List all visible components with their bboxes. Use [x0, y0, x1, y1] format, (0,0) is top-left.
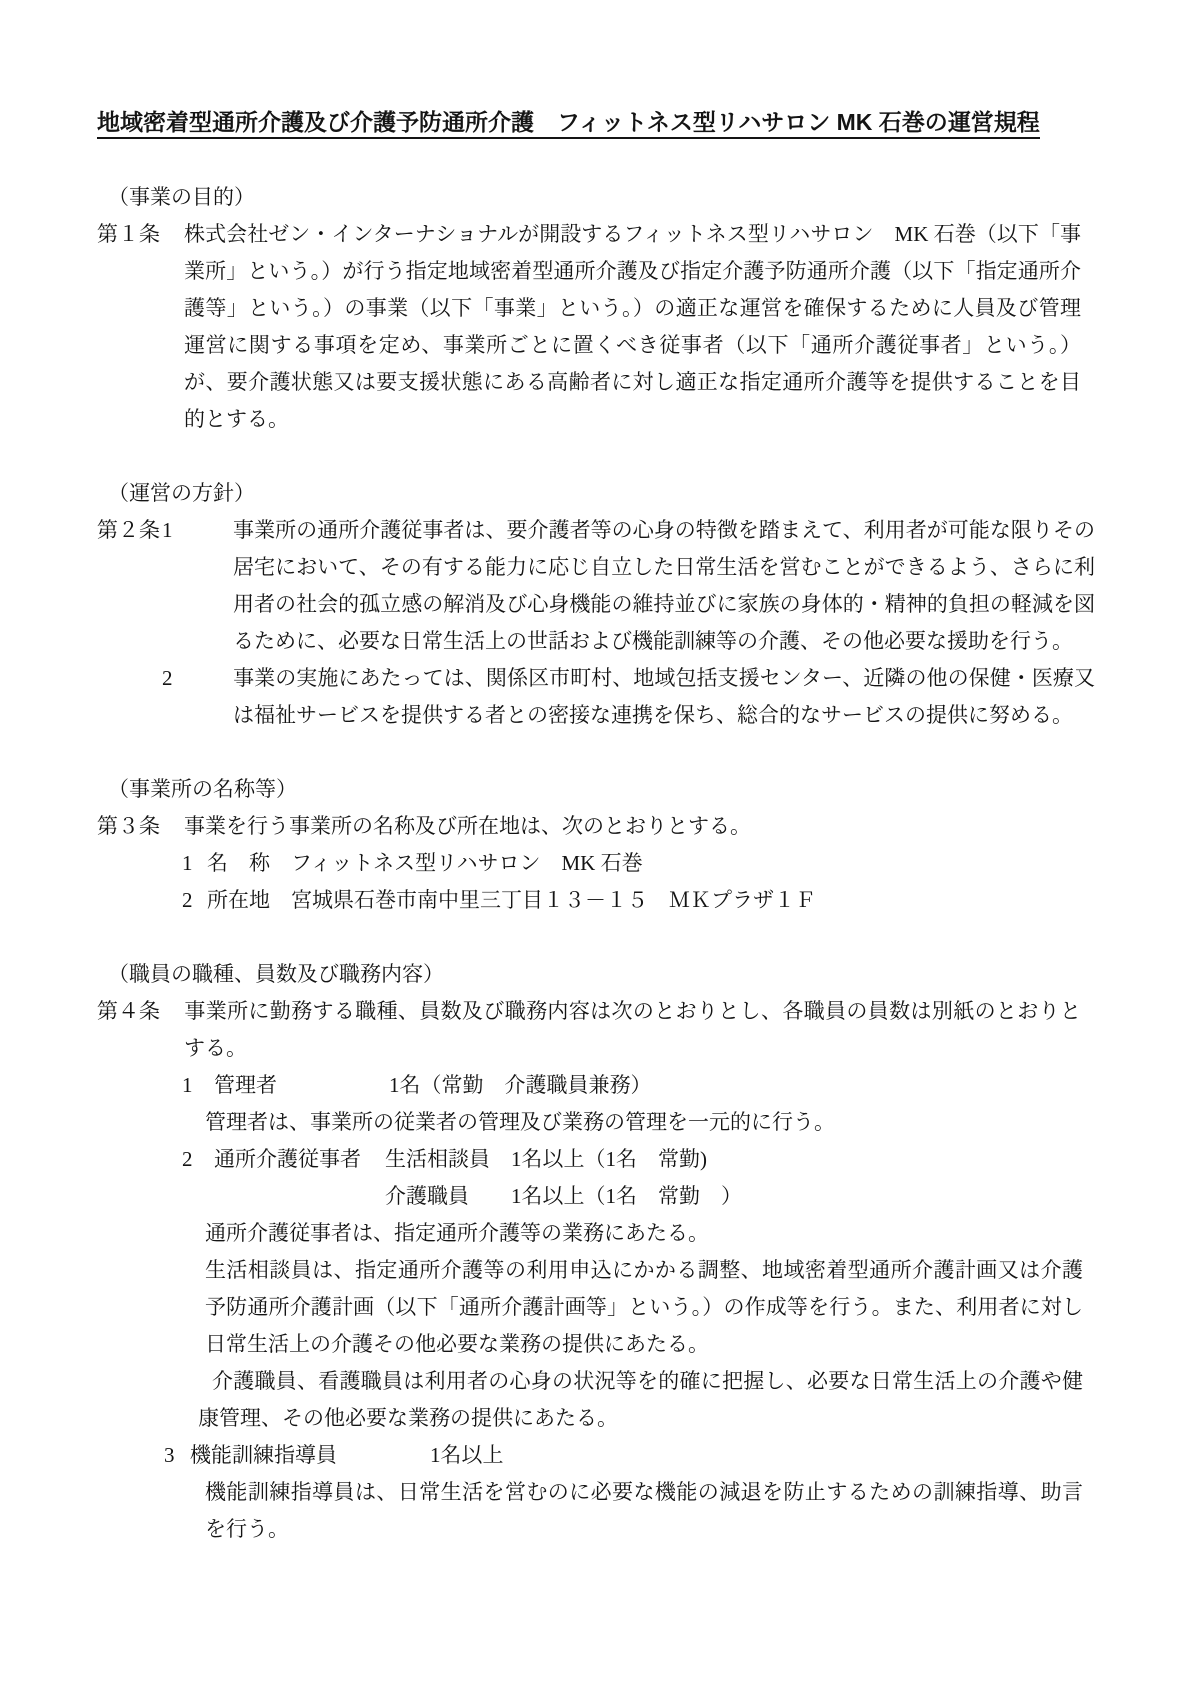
title-line: [97, 104, 1095, 142]
article-2-label: 第２条: [97, 518, 160, 542]
staff-item-2-description-3: 介護職員、看護職員は利用者の心身の状況等を的確に把握し、必要な日常生活上の介護や健康管理、その他必要な業務の提供にあたる。: [198, 1369, 1083, 1430]
article-4-label: 第４条: [97, 999, 160, 1023]
staff-item-2-row: [97, 1141, 1095, 1178]
staff-role-counselor: 生活相談員: [385, 1147, 490, 1171]
staff-item-1-number: 1: [182, 1073, 193, 1097]
staff-item-1-title: 管理者: [214, 1073, 277, 1097]
staff-item-1-description: 管理者は、事業所の従業者の管理及び業務の管理を一元的に行う。: [205, 1110, 835, 1134]
staff-item-3-title: 機能訓練指導員: [190, 1443, 337, 1467]
staff-item-2-description-2: 生活相談員は、指定通所介護等の利用申込にかかる調整、地域密着型通所介護計画又は介護予防通所介護計画（以下「通所介護計画等」という。）の作成等を行う。また、利用者に対し日常生活上の介護その他必要な業務の提供にあたる。: [205, 1258, 1083, 1356]
staff-item-3-description: 機能訓練指導員は、日常生活を営むのに必要な機能の減退を防止するための訓練指導、助言を行う。: [205, 1480, 1083, 1541]
section-heading-policy: （運営の方針）: [108, 481, 255, 505]
article-2-clause-2: [97, 660, 1095, 734]
article-1-body: 株式会社ゼン・インターナショナルが開設するフィットネス型リハサロン MK 石巻（以下「事業所」という。）が行う指定地域密着型通所介護及び指定介護予防通所介護（以下「指定通所介護等」という。）の事業（以下「事業」という。）の適正な運営を確保するために人員及び管理運営に関する事項を定め、事業所ごとに置くべき従事者（以下「通所介護従事者」という。）が、要介護状態又は要支援状態にある高齢者に対し適正な指定通所介護等を提供することを目的とする。: [184, 222, 1081, 431]
staff-item-1-count: 1名（常勤 介護職員兼務）: [389, 1073, 652, 1097]
staff-item-2-title: 通所介護従事者: [214, 1147, 361, 1171]
clause-2-number: 2: [162, 666, 173, 690]
staff-role-counselor-count: 1名以上（1名 常勤): [511, 1147, 707, 1171]
clause-1-body: 事業所の通所介護従事者は、要介護者等の心身の特徴を踏まえて、利用者が可能な限りその居宅において、その有する能力に応じ自立した日常生活を営むことができるよう、さらに利用者の社会的孤立感の解消及び心身機能の維持並びに家族の身体的・精神的負担の軽減を図るために、必要な日常生活上の世話および機能訓練等の介護、その他必要な援助を行う。: [233, 518, 1095, 653]
article-3-label: 第３条: [97, 814, 160, 838]
staff-item-2-row-b: [97, 1178, 1095, 1215]
staff-item-2-description-1: 通所介護従事者は、指定通所介護等の業務にあたる。: [205, 1221, 709, 1245]
name-item-2-body: 所在地 宮城県石巻市南中里三丁目１３－１５ ＭＫプラザ１Ｆ: [207, 888, 816, 912]
staff-role-careworker: 介護職員: [385, 1184, 469, 1208]
section-heading-name: （事業所の名称等）: [108, 777, 297, 801]
spacer: [97, 734, 1095, 771]
article-2-clause-1: [97, 512, 1095, 660]
spacer: [97, 142, 1095, 179]
section-heading-purpose: （事業の目的）: [108, 185, 255, 209]
name-item-2: [97, 882, 1095, 919]
article-4-body: 事業所に勤務する職種、員数及び職務内容は次のとおりとし、各職員の員数は別紙のとおりとする。: [184, 999, 1081, 1060]
section-heading-staff: （職員の職種、員数及び職務内容）: [108, 962, 444, 986]
staff-item-3-count: 1名以上: [430, 1443, 504, 1467]
article-4: [97, 993, 1095, 1067]
document-title: 地域密着型通所介護及び介護予防通所介護 フィットネス型リハサロン MK 石巻の運営規程: [97, 109, 1040, 139]
article-1: [97, 216, 1095, 438]
spacer: [97, 919, 1095, 956]
article-3: [97, 808, 1095, 845]
name-item-1: [97, 845, 1095, 882]
name-item-2-number: 2: [182, 888, 193, 912]
name-item-1-number: 1: [182, 851, 193, 875]
clause-1-number: 1: [162, 518, 173, 542]
staff-item-3-row: [97, 1437, 1095, 1474]
staff-item-2-number: 2: [182, 1147, 193, 1171]
staff-item-3-number: 3: [164, 1443, 175, 1467]
staff-item-1-row: [97, 1067, 1095, 1104]
article-1-label: 第１条: [97, 222, 160, 246]
staff-role-careworker-count: 1名以上（1名 常勤 ）: [511, 1184, 742, 1208]
clause-2-body: 事業の実施にあたっては、関係区市町村、地域包括支援センター、近隣の他の保健・医療又は福祉サービスを提供する者との密接な連携を保ち、総合的なサービスの提供に努める。: [233, 666, 1095, 727]
name-item-1-body: 名 称 フィットネス型リハサロン MK 石巻: [207, 851, 643, 875]
spacer: [97, 438, 1095, 475]
article-3-body: 事業を行う事業所の名称及び所在地は、次のとおりとする。: [184, 814, 751, 838]
